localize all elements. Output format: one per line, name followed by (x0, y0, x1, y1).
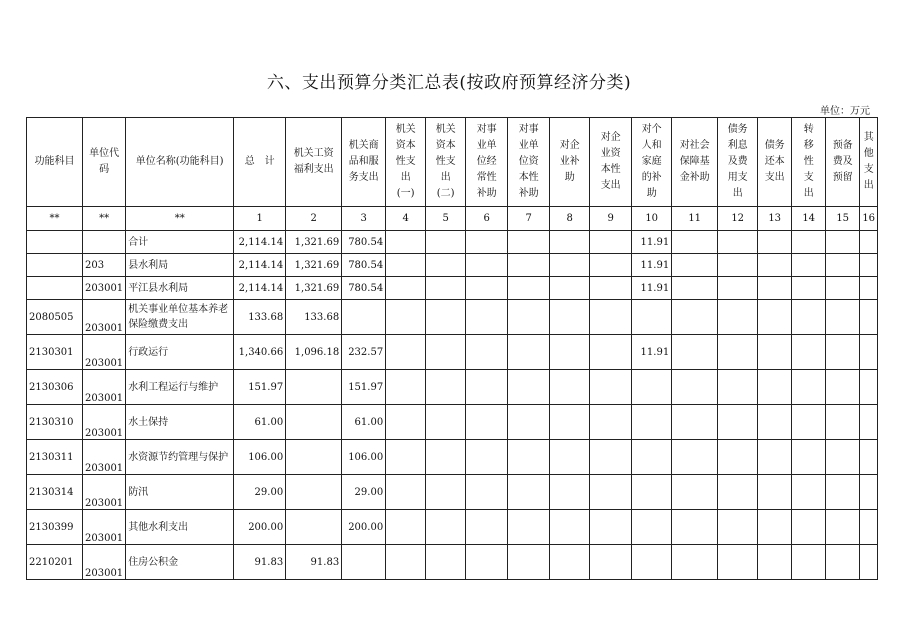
column-index: 6 (466, 207, 508, 231)
page-title: 六、支出预算分类汇总表(按政府预算经济分类) (266, 73, 632, 93)
empty-cell (718, 277, 758, 300)
empty-cell (718, 405, 758, 440)
column-index: 7 (508, 207, 550, 231)
empty-cell (466, 231, 508, 254)
empty-cell (590, 231, 632, 254)
table-row (27, 300, 878, 335)
empty-cell (466, 475, 508, 510)
unit-name-cell: 水土保持 (126, 405, 234, 440)
empty-cell (792, 510, 826, 545)
column-index: 15 (826, 207, 860, 231)
total-cell: 2,114.14 (234, 231, 286, 254)
empty-cell (672, 335, 718, 370)
column-header: 单位名称(功能科目) (126, 118, 234, 207)
function-code-cell: 2210201 (27, 545, 83, 580)
unit-code-cell: 203001 (83, 475, 126, 510)
function-code-cell: 2130399 (27, 510, 83, 545)
goods-services-cell (342, 300, 386, 335)
empty-cell (426, 231, 466, 254)
table-row (27, 510, 878, 545)
empty-cell (508, 370, 550, 405)
empty-cell (860, 440, 878, 475)
column-index: ** (27, 207, 83, 231)
unit-label: 单位：万元 (820, 106, 870, 117)
empty-cell (550, 510, 590, 545)
unit-code-cell: 203001 (83, 510, 126, 545)
empty-cell (426, 510, 466, 545)
table-row (27, 231, 878, 254)
empty-cell (590, 277, 632, 300)
empty-cell (792, 475, 826, 510)
column-index: 9 (590, 207, 632, 231)
empty-cell (386, 231, 426, 254)
total-cell: 91.83 (234, 545, 286, 580)
total-cell: 2,114.14 (234, 277, 286, 300)
empty-cell (826, 370, 860, 405)
empty-cell (718, 475, 758, 510)
empty-cell (386, 510, 426, 545)
empty-cell (550, 440, 590, 475)
household-subsidy-cell: 11.91 (632, 277, 672, 300)
empty-cell (550, 475, 590, 510)
column-header: 对社会 保障基 金补助 (672, 118, 718, 207)
column-index: 4 (386, 207, 426, 231)
column-header: 单位代 码 (83, 118, 126, 207)
total-cell: 2,114.14 (234, 254, 286, 277)
unit-name-cell: 住房公积金 (126, 545, 234, 580)
table-row (27, 277, 878, 300)
empty-cell (550, 545, 590, 580)
empty-cell (508, 277, 550, 300)
empty-cell (466, 254, 508, 277)
empty-cell (792, 370, 826, 405)
unit-name-cell: 机关事业单位基本养老保险缴费支出 (126, 300, 234, 335)
empty-cell (860, 510, 878, 545)
empty-cell (386, 254, 426, 277)
empty-cell (672, 300, 718, 335)
household-subsidy-cell (632, 405, 672, 440)
empty-cell (426, 405, 466, 440)
function-code-cell (27, 277, 83, 300)
empty-cell (386, 277, 426, 300)
empty-cell (508, 475, 550, 510)
empty-cell (792, 254, 826, 277)
column-header: 债务 还本 支出 (758, 118, 792, 207)
unit-code-cell: 203001 (83, 440, 126, 475)
empty-cell (792, 545, 826, 580)
goods-services-cell: 780.54 (342, 254, 386, 277)
empty-cell (826, 335, 860, 370)
column-header: 转 移 性 支 出 (792, 118, 826, 207)
empty-cell (590, 545, 632, 580)
household-subsidy-cell (632, 300, 672, 335)
empty-cell (386, 545, 426, 580)
empty-cell (466, 510, 508, 545)
empty-cell (718, 510, 758, 545)
column-header: 其 他 支 出 (860, 118, 878, 207)
empty-cell (426, 254, 466, 277)
empty-cell (386, 335, 426, 370)
column-index: 16 (860, 207, 878, 231)
unit-code-cell: 203001 (83, 335, 126, 370)
empty-cell (758, 370, 792, 405)
salary-cell: 1,321.69 (286, 254, 342, 277)
goods-services-cell (342, 545, 386, 580)
unit-code-cell: 203001 (83, 545, 126, 580)
empty-cell (508, 300, 550, 335)
column-index: 13 (758, 207, 792, 231)
empty-cell (826, 277, 860, 300)
empty-cell (792, 440, 826, 475)
column-index: 8 (550, 207, 590, 231)
household-subsidy-cell: 11.91 (632, 254, 672, 277)
header-row (27, 118, 878, 207)
function-code-cell: 2130301 (27, 335, 83, 370)
empty-cell (386, 370, 426, 405)
empty-cell (672, 277, 718, 300)
column-index: 14 (792, 207, 826, 231)
function-code-cell (27, 231, 83, 254)
total-cell: 1,340.66 (234, 335, 286, 370)
empty-cell (590, 335, 632, 370)
column-index: 1 (234, 207, 286, 231)
empty-cell (718, 231, 758, 254)
empty-cell (718, 300, 758, 335)
total-cell: 106.00 (234, 440, 286, 475)
empty-cell (466, 440, 508, 475)
unit-name-cell: 水资源节约管理与保护 (126, 440, 234, 475)
empty-cell (508, 405, 550, 440)
empty-cell (590, 440, 632, 475)
empty-cell (718, 545, 758, 580)
empty-cell (550, 277, 590, 300)
column-index: 12 (718, 207, 758, 231)
empty-cell (426, 300, 466, 335)
table-body (27, 231, 878, 580)
empty-cell (826, 510, 860, 545)
empty-cell (860, 254, 878, 277)
unit-name-cell: 水利工程运行与维护 (126, 370, 234, 405)
empty-cell (590, 510, 632, 545)
unit-name-cell: 行政运行 (126, 335, 234, 370)
empty-cell (426, 545, 466, 580)
empty-cell (590, 300, 632, 335)
empty-cell (508, 335, 550, 370)
empty-cell (466, 545, 508, 580)
function-code-cell: 2130314 (27, 475, 83, 510)
total-cell: 61.00 (234, 405, 286, 440)
goods-services-cell: 780.54 (342, 277, 386, 300)
empty-cell (792, 405, 826, 440)
table-row (27, 370, 878, 405)
function-code-cell: 2080505 (27, 300, 83, 335)
empty-cell (758, 440, 792, 475)
empty-cell (792, 231, 826, 254)
unit-code-cell: 203001 (83, 300, 126, 335)
goods-services-cell: 29.00 (342, 475, 386, 510)
empty-cell (590, 254, 632, 277)
empty-cell (508, 254, 550, 277)
empty-cell (758, 405, 792, 440)
column-header: 对事 业单 位资 本性 补助 (508, 118, 550, 207)
empty-cell (758, 510, 792, 545)
salary-cell (286, 370, 342, 405)
empty-cell (758, 277, 792, 300)
total-cell: 151.97 (234, 370, 286, 405)
household-subsidy-cell: 11.91 (632, 335, 672, 370)
empty-cell (426, 440, 466, 475)
total-cell: 29.00 (234, 475, 286, 510)
empty-cell (466, 370, 508, 405)
salary-cell (286, 475, 342, 510)
empty-cell (386, 300, 426, 335)
salary-cell (286, 405, 342, 440)
goods-services-cell: 200.00 (342, 510, 386, 545)
column-index: ** (83, 207, 126, 231)
empty-cell (466, 300, 508, 335)
empty-cell (508, 231, 550, 254)
unit-code-cell: 203001 (83, 370, 126, 405)
salary-cell: 1,321.69 (286, 277, 342, 300)
empty-cell (426, 277, 466, 300)
unit-code-cell: 203001 (83, 405, 126, 440)
empty-cell (758, 475, 792, 510)
total-cell: 133.68 (234, 300, 286, 335)
empty-cell (672, 545, 718, 580)
function-code-cell (27, 254, 83, 277)
unit-name-cell: 其他水利支出 (126, 510, 234, 545)
empty-cell (672, 231, 718, 254)
empty-cell (860, 231, 878, 254)
empty-cell (792, 335, 826, 370)
empty-cell (826, 254, 860, 277)
table-row (27, 254, 878, 277)
empty-cell (550, 370, 590, 405)
empty-cell (386, 475, 426, 510)
empty-cell (508, 545, 550, 580)
column-index: 3 (342, 207, 386, 231)
table-row (27, 545, 878, 580)
empty-cell (590, 370, 632, 405)
table-row (27, 475, 878, 510)
goods-services-cell: 61.00 (342, 405, 386, 440)
empty-cell (718, 440, 758, 475)
column-index: 5 (426, 207, 466, 231)
empty-cell (860, 545, 878, 580)
empty-cell (550, 254, 590, 277)
unit-name-cell: 防汛 (126, 475, 234, 510)
function-code-cell: 2130306 (27, 370, 83, 405)
empty-cell (860, 405, 878, 440)
household-subsidy-cell (632, 370, 672, 405)
column-header: 对企 业补 助 (550, 118, 590, 207)
empty-cell (426, 475, 466, 510)
column-index: 11 (672, 207, 718, 231)
column-header: 机关商 品和服 务支出 (342, 118, 386, 207)
index-row (27, 207, 878, 231)
empty-cell (672, 475, 718, 510)
salary-cell (286, 440, 342, 475)
empty-cell (718, 254, 758, 277)
empty-cell (826, 231, 860, 254)
column-header: 对企 业资 本性 支出 (590, 118, 632, 207)
column-header: 对个 人和 家庭 的补 助 (632, 118, 672, 207)
table-row (27, 335, 878, 370)
empty-cell (672, 510, 718, 545)
salary-cell: 1,096.18 (286, 335, 342, 370)
unit-code-cell (83, 231, 126, 254)
empty-cell (590, 405, 632, 440)
empty-cell (826, 545, 860, 580)
empty-cell (672, 440, 718, 475)
empty-cell (426, 335, 466, 370)
empty-cell (466, 405, 508, 440)
empty-cell (508, 510, 550, 545)
column-header: 机关 资本 性支 出 (一) (386, 118, 426, 207)
empty-cell (758, 254, 792, 277)
function-code-cell: 2130310 (27, 405, 83, 440)
column-header: 功能科目 (27, 118, 83, 207)
column-header: 总 计 (234, 118, 286, 207)
goods-services-cell: 232.57 (342, 335, 386, 370)
column-header: 预备 费及 预留 (826, 118, 860, 207)
salary-cell: 133.68 (286, 300, 342, 335)
column-header: 对事 业单 位经 常性 补助 (466, 118, 508, 207)
empty-cell (758, 231, 792, 254)
empty-cell (758, 335, 792, 370)
empty-cell (826, 405, 860, 440)
column-header: 机关 资本 性支 出 (二) (426, 118, 466, 207)
goods-services-cell: 780.54 (342, 231, 386, 254)
household-subsidy-cell (632, 545, 672, 580)
empty-cell (826, 475, 860, 510)
household-subsidy-cell (632, 440, 672, 475)
unit-name-cell: 县水利局 (126, 254, 234, 277)
empty-cell (550, 300, 590, 335)
unit-name-cell: 合计 (126, 231, 234, 254)
unit-name-cell: 平江县水利局 (126, 277, 234, 300)
empty-cell (826, 440, 860, 475)
table-row (27, 440, 878, 475)
empty-cell (672, 370, 718, 405)
empty-cell (426, 370, 466, 405)
column-index: ** (126, 207, 234, 231)
unit-code-cell: 203001 (83, 277, 126, 300)
empty-cell (860, 300, 878, 335)
empty-cell (466, 277, 508, 300)
empty-cell (672, 254, 718, 277)
table-row (27, 405, 878, 440)
budget-table (26, 117, 878, 580)
unit-code-cell: 203 (83, 254, 126, 277)
household-subsidy-cell (632, 510, 672, 545)
function-code-cell: 2130311 (27, 440, 83, 475)
empty-cell (758, 300, 792, 335)
empty-cell (860, 335, 878, 370)
empty-cell (590, 475, 632, 510)
column-index: 10 (632, 207, 672, 231)
household-subsidy-cell: 11.91 (632, 231, 672, 254)
empty-cell (550, 335, 590, 370)
goods-services-cell: 151.97 (342, 370, 386, 405)
empty-cell (860, 370, 878, 405)
empty-cell (792, 277, 826, 300)
total-cell: 200.00 (234, 510, 286, 545)
salary-cell: 1,321.69 (286, 231, 342, 254)
column-header: 机关工资 福利支出 (286, 118, 342, 207)
empty-cell (466, 335, 508, 370)
empty-cell (672, 405, 718, 440)
empty-cell (758, 545, 792, 580)
household-subsidy-cell (632, 475, 672, 510)
empty-cell (792, 300, 826, 335)
empty-cell (550, 405, 590, 440)
salary-cell: 91.83 (286, 545, 342, 580)
empty-cell (508, 440, 550, 475)
salary-cell (286, 510, 342, 545)
empty-cell (386, 440, 426, 475)
goods-services-cell: 106.00 (342, 440, 386, 475)
empty-cell (718, 335, 758, 370)
empty-cell (860, 277, 878, 300)
empty-cell (718, 370, 758, 405)
column-index: 2 (286, 207, 342, 231)
empty-cell (550, 231, 590, 254)
empty-cell (386, 405, 426, 440)
empty-cell (860, 475, 878, 510)
column-header: 债务 利息 及费 用支 出 (718, 118, 758, 207)
empty-cell (826, 300, 860, 335)
